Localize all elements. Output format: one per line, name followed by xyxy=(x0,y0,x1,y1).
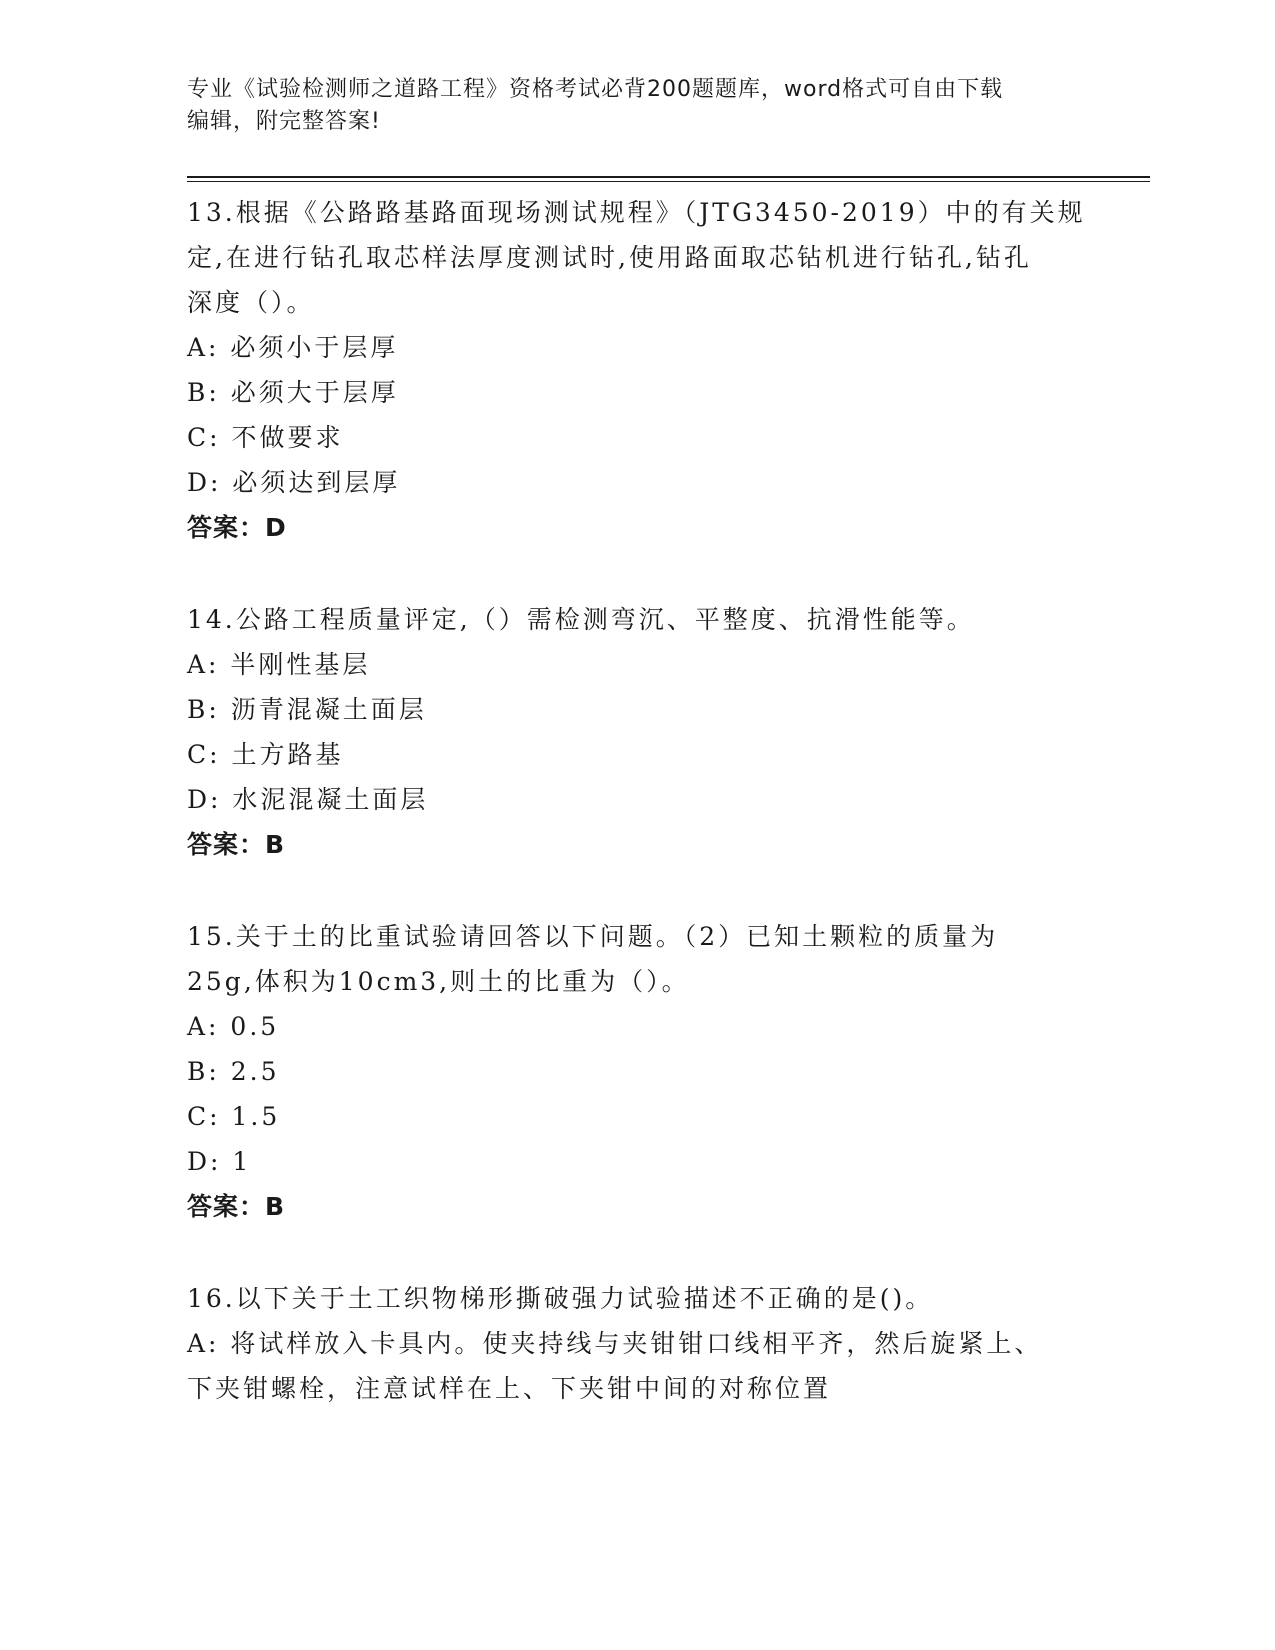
header-divider-thin xyxy=(187,181,1150,182)
option-b: B: 沥青混凝土面层 xyxy=(187,695,427,724)
option-d: D: 必须达到层厚 xyxy=(187,468,401,497)
option-d: D: 水泥混凝土面层 xyxy=(187,785,429,814)
answer-line: 答案：B xyxy=(187,1192,286,1221)
question-text-line: 深度（）。 xyxy=(187,288,315,317)
option-a-line: A: 将试样放入卡具内。使夹持线与夹钳钳口线相平齐，然后旋紧上、 xyxy=(187,1329,1043,1358)
question-16 xyxy=(187,1276,1087,1411)
option-d: D: 1 xyxy=(187,1147,252,1176)
option-b: B: 2.5 xyxy=(187,1057,280,1086)
option-a-line: 下夹钳螺栓，注意试样在上、下夹钳中间的对称位置 xyxy=(187,1374,832,1403)
header-line: 专业《试验检测师之道路工程》资格考试必背200题题库，word格式可自由下载 xyxy=(187,77,1004,102)
question-text-line: 定,在进行钻孔取芯样法厚度测试时,使用路面取芯钻机进行钻孔,钻孔 xyxy=(187,243,1032,272)
option-a: A: 0.5 xyxy=(187,1012,280,1041)
question-13 xyxy=(187,190,1087,550)
option-c: C: 土方路基 xyxy=(187,740,344,769)
option-a: A: 必须小于层厚 xyxy=(187,333,399,362)
option-a: A: 半刚性基层 xyxy=(187,650,371,679)
question-text-line: 14.公路工程质量评定,（）需检测弯沉、平整度、抗滑性能等。 xyxy=(187,605,975,634)
question-text-line: 16.以下关于土工织物梯形撕破强力试验描述不正确的是()。 xyxy=(187,1284,934,1313)
document-header xyxy=(187,74,1087,138)
header-line: 编辑，附完整答案! xyxy=(187,109,381,134)
option-b: B: 必须大于层厚 xyxy=(187,378,399,407)
question-14 xyxy=(187,597,1087,867)
option-c: C: 不做要求 xyxy=(187,423,344,452)
answer-line: 答案：B xyxy=(187,830,286,859)
question-15 xyxy=(187,914,1087,1229)
answer-line: 答案：D xyxy=(187,513,287,542)
question-text-line: 15.关于土的比重试验请回答以下问题。（2）已知土颗粒的质量为 xyxy=(187,922,999,951)
question-text-line: 13.根据《公路路基路面现场测试规程》（JTG3450-2019）中的有关规 xyxy=(187,198,1086,227)
option-c: C: 1.5 xyxy=(187,1102,281,1131)
header-divider-thick xyxy=(187,176,1150,178)
question-text-line: 25g,体积为10cm3,则土的比重为（）。 xyxy=(187,967,690,996)
question-list xyxy=(187,190,1087,1411)
